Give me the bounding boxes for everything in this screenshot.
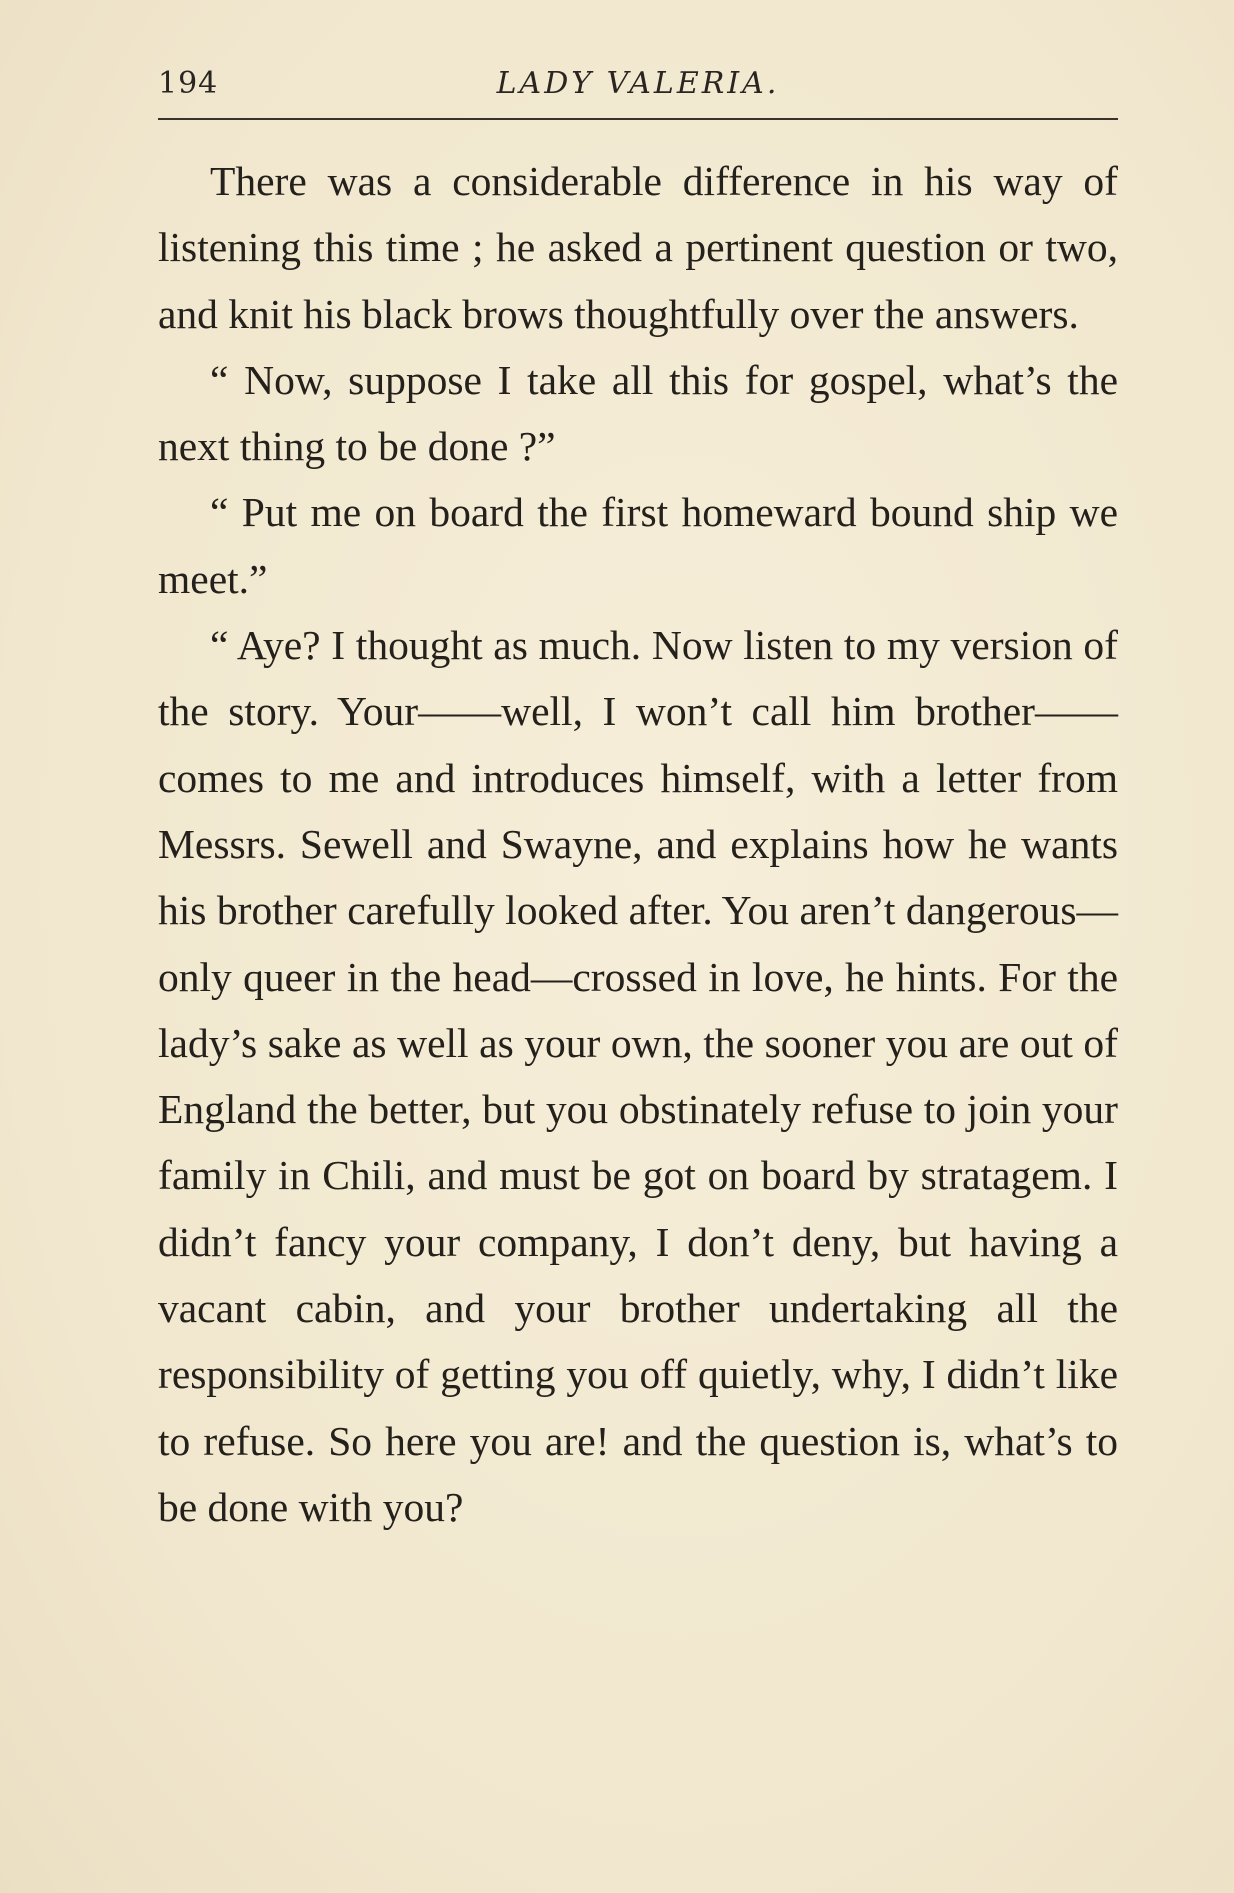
- paragraph: There was a considerable difference in his way of listening this time ; he asked a pertinent question or two, and knit his black brows thoughtfully over the answers.: [158, 158, 1118, 337]
- running-title: LADY VALERIA.: [496, 66, 780, 101]
- header-rule: [158, 118, 1118, 120]
- body-text: [158, 148, 1118, 1540]
- paragraph: “ Aye? I thought as much. Now listen to my version of the story. Your——well, I won’t call him brother——comes to me and introduces himself, with a letter from Messrs. Sewell and Swayne, and explains how he wants his brother carefully looked after. You aren’t dangerous—only queer in the head—crossed in love, he hints. For the lady’s sake as well as your own, the sooner you are out of England the better, but you obstinately refuse to join your family in Chili, and must be got on board by stratagem. I didn’t fancy your company, I don’t deny, but having a vacant cabin, and your brother undertaking all the responsibility of getting you off quietly, why, I didn’t like to refuse. So here you are! and the question is, what’s to be done with you?: [158, 622, 1118, 1530]
- paragraph: “ Put me on board the first homeward bound ship we meet.”: [158, 489, 1118, 602]
- paragraph: “ Now, suppose I take all this for gospel, what’s the next thing to be done ?”: [158, 356, 1118, 470]
- page-number: 194: [158, 66, 219, 101]
- page-header: [158, 60, 1118, 106]
